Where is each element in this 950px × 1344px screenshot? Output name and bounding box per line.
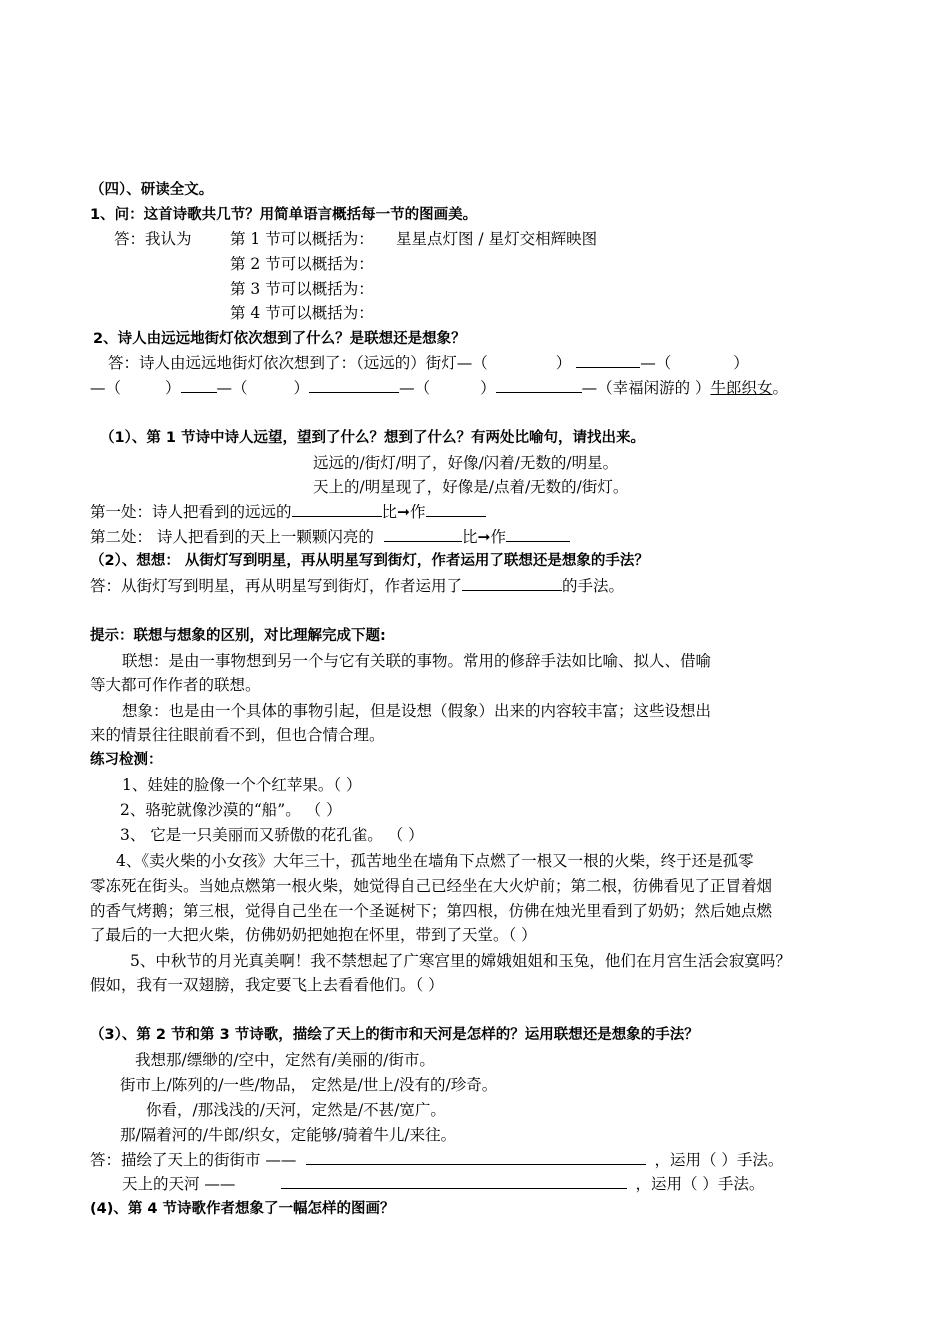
dash-paren: —（	[90, 379, 122, 397]
period: 。	[772, 379, 789, 397]
paren-close: ）	[165, 379, 181, 397]
first-simile-text: 第一处：诗人把看到的远远的	[90, 503, 292, 521]
paren-close: ）	[293, 379, 310, 397]
blank-2[interactable]	[181, 378, 217, 393]
practice-title: 练习检测：	[90, 752, 163, 768]
sub3-answer-2-suffix: ，运用（ ）手法。	[635, 1175, 765, 1193]
paren-close: ）	[480, 379, 496, 397]
as-word: 作	[410, 503, 426, 521]
blank-first-b[interactable]	[426, 502, 486, 517]
practice-item-1: 1、娃娃的脸像一个个红苹果。（ ）	[122, 776, 362, 794]
q2-answer-line1	[108, 353, 749, 373]
section-2-label: 第 2 节可以概括为：	[230, 255, 374, 273]
q2-answer-text: 答：诗人由远远地街灯依次想到了：（远远的）街灯—（	[108, 354, 488, 372]
section-4-label: 第 4 节可以概括为：	[230, 304, 374, 322]
subquestion-1: （1）、第 1 节诗中诗人远望，望到了什么？想到了什么？有两处比喻句，请找出来。	[100, 430, 646, 446]
section-1-label: 第 1 节可以概括为：	[230, 230, 374, 248]
dash-paren: —（	[216, 379, 248, 397]
blank-3[interactable]	[309, 378, 399, 393]
compare-word: 比	[461, 528, 478, 546]
sub3-answer-1-text: 答：描绘了天上的街街市 ——	[90, 1151, 297, 1169]
subquestion-4: (4)、第 4 节诗歌作者想象了一幅怎样的图画？	[90, 1201, 395, 1217]
question-2: 2、诗人由远远地街灯依次想到了什么？是联想还是想象？	[93, 331, 466, 347]
section-3-label: 第 3 节可以概括为：	[230, 280, 374, 298]
sub2-answer-text: 答：从街灯写到明星，再从明星写到街灯，作者运用了	[90, 577, 463, 595]
poem-line-4: 街市上/陈列的/一些/物品， 定然是/世上/没有的/珍奇。	[120, 1076, 498, 1094]
tip-title: 提示：联想与想象的区别，对比理解完成下题:	[90, 628, 386, 644]
dash-happy: —（幸福闲游的 ）	[581, 379, 711, 397]
sub3-answer-2-text: 天上的天河 ——	[122, 1175, 236, 1193]
practice-item-2: 2、骆驼就像沙漠的“船”。 （ ）	[120, 801, 342, 819]
q2-answer-line2	[90, 378, 788, 398]
answer-prefix: 答：我认为	[114, 230, 192, 248]
practice-item-5-line-2: 假如，我有一双翅膀，我定要飞上去看看他们。（ ）	[90, 976, 444, 994]
blank-technique[interactable]	[462, 576, 562, 591]
practice-item-4-line-3: 的香气烤鹅；第三根，觉得自己坐在一个圣诞树下；第四根，仿佛在烛光里看到了奶奶；然后她点燃	[90, 902, 773, 920]
poem-line-2: 天上的/明星现了，好像是/点着/无数的/街灯。	[313, 478, 629, 496]
association-line-1: 联想：是由一事物想到另一个与它有关联的事物。常用的修辞手法如比喻、拟人、借喻	[122, 652, 712, 670]
blank-second-b[interactable]	[506, 527, 570, 542]
sub2-answer-suffix: 的手法。	[562, 577, 625, 595]
answer-niulang-zhinu: 牛郎织女	[710, 379, 773, 397]
compare-word: 比	[381, 503, 398, 521]
paren-close: ）	[733, 354, 749, 372]
blank-1[interactable]	[576, 353, 640, 368]
first-simile	[90, 502, 486, 522]
imagination-line-2: 来的情景往往眼前看不到，但也合情合理。	[90, 726, 385, 744]
arrow-icon: ➞	[477, 528, 491, 546]
paren-close: ）	[555, 354, 572, 372]
blank-second-a[interactable]	[384, 527, 462, 542]
sub3-answer-1	[90, 1150, 783, 1170]
practice-item-4-line-4: 了最后的一大把火柴，仿佛奶奶把她抱在怀里，带到了天堂。（ ）	[90, 926, 537, 944]
dash-paren: —（	[640, 354, 672, 372]
dash-paren: —（	[399, 379, 431, 397]
practice-item-4-line-1: 4、《卖火柴的小女孩》大年三十，孤苦地坐在墙角下点燃了一根又一根的火柴，终于还是孤零	[116, 852, 754, 870]
poem-line-1: 远远的/街灯/明了，好像/闪着/无数的/明星。	[313, 454, 619, 472]
section-heading: （四）、研读全文。	[90, 182, 214, 198]
second-simile	[90, 527, 570, 547]
poem-line-3: 我想那/缥缈的/空中，定然有/美丽的/街市。	[135, 1051, 435, 1069]
question-1: 1、问：这首诗歌共几节？用简单语言概括每一节的图画美。	[90, 207, 478, 223]
practice-item-5-line-1: 5、中秋节的月光真美啊！我不禁想起了广寒宫里的嫦娥姐姐和玉兔，他们在月宫生活会寂寞吗？	[130, 952, 791, 970]
poem-line-5: 你看，/那浅浅的/天河，定然是/不甚/宽广。	[146, 1101, 446, 1119]
imagination-line-1: 想象：也是由一个具体的事物引起，但是设想（假象）出来的内容较丰富；这些设想出	[122, 702, 712, 720]
as-word: 作	[490, 528, 506, 546]
association-line-2: 等大都可作作者的联想。	[90, 676, 261, 694]
section-1-answer: 星星点灯图 / 星灯交相辉映图	[396, 230, 598, 248]
blank-milky-way[interactable]	[281, 1174, 627, 1189]
second-simile-text: 第二处： 诗人把看到的天上一颗颗闪亮的	[90, 528, 374, 546]
practice-item-3: 3、 它是一只美丽而又骄傲的花孔雀。 （ ）	[120, 826, 424, 844]
arrow-icon: ➞	[397, 503, 411, 521]
subquestion-3: （3）、第 2 节和第 3 节诗歌，描绘了天上的街市和天河是怎样的？运用联想还是想象的手法？	[90, 1027, 699, 1043]
sub3-answer-1-suffix: ，运用（ ）手法。	[654, 1151, 784, 1169]
poem-line-6: 那/隔着河的/牛郎/织女，定能够/骑着牛儿/来往。	[120, 1126, 457, 1144]
sub3-answer-2	[122, 1174, 764, 1194]
blank-4[interactable]	[496, 378, 582, 393]
blank-street-market[interactable]	[306, 1150, 646, 1165]
practice-item-4-line-2: 零冻死在街头。当她点燃第一根火柴，她觉得自己已经坐在大火炉前；第二根，彷佛看见了正冒着烟	[90, 877, 773, 895]
subquestion-2: （2）、想想： 从街灯写到明星，再从明星写到街灯，作者运用了联想还是想象的手法？	[90, 553, 649, 569]
sub2-answer	[90, 576, 624, 596]
blank-first-a[interactable]	[292, 502, 382, 517]
